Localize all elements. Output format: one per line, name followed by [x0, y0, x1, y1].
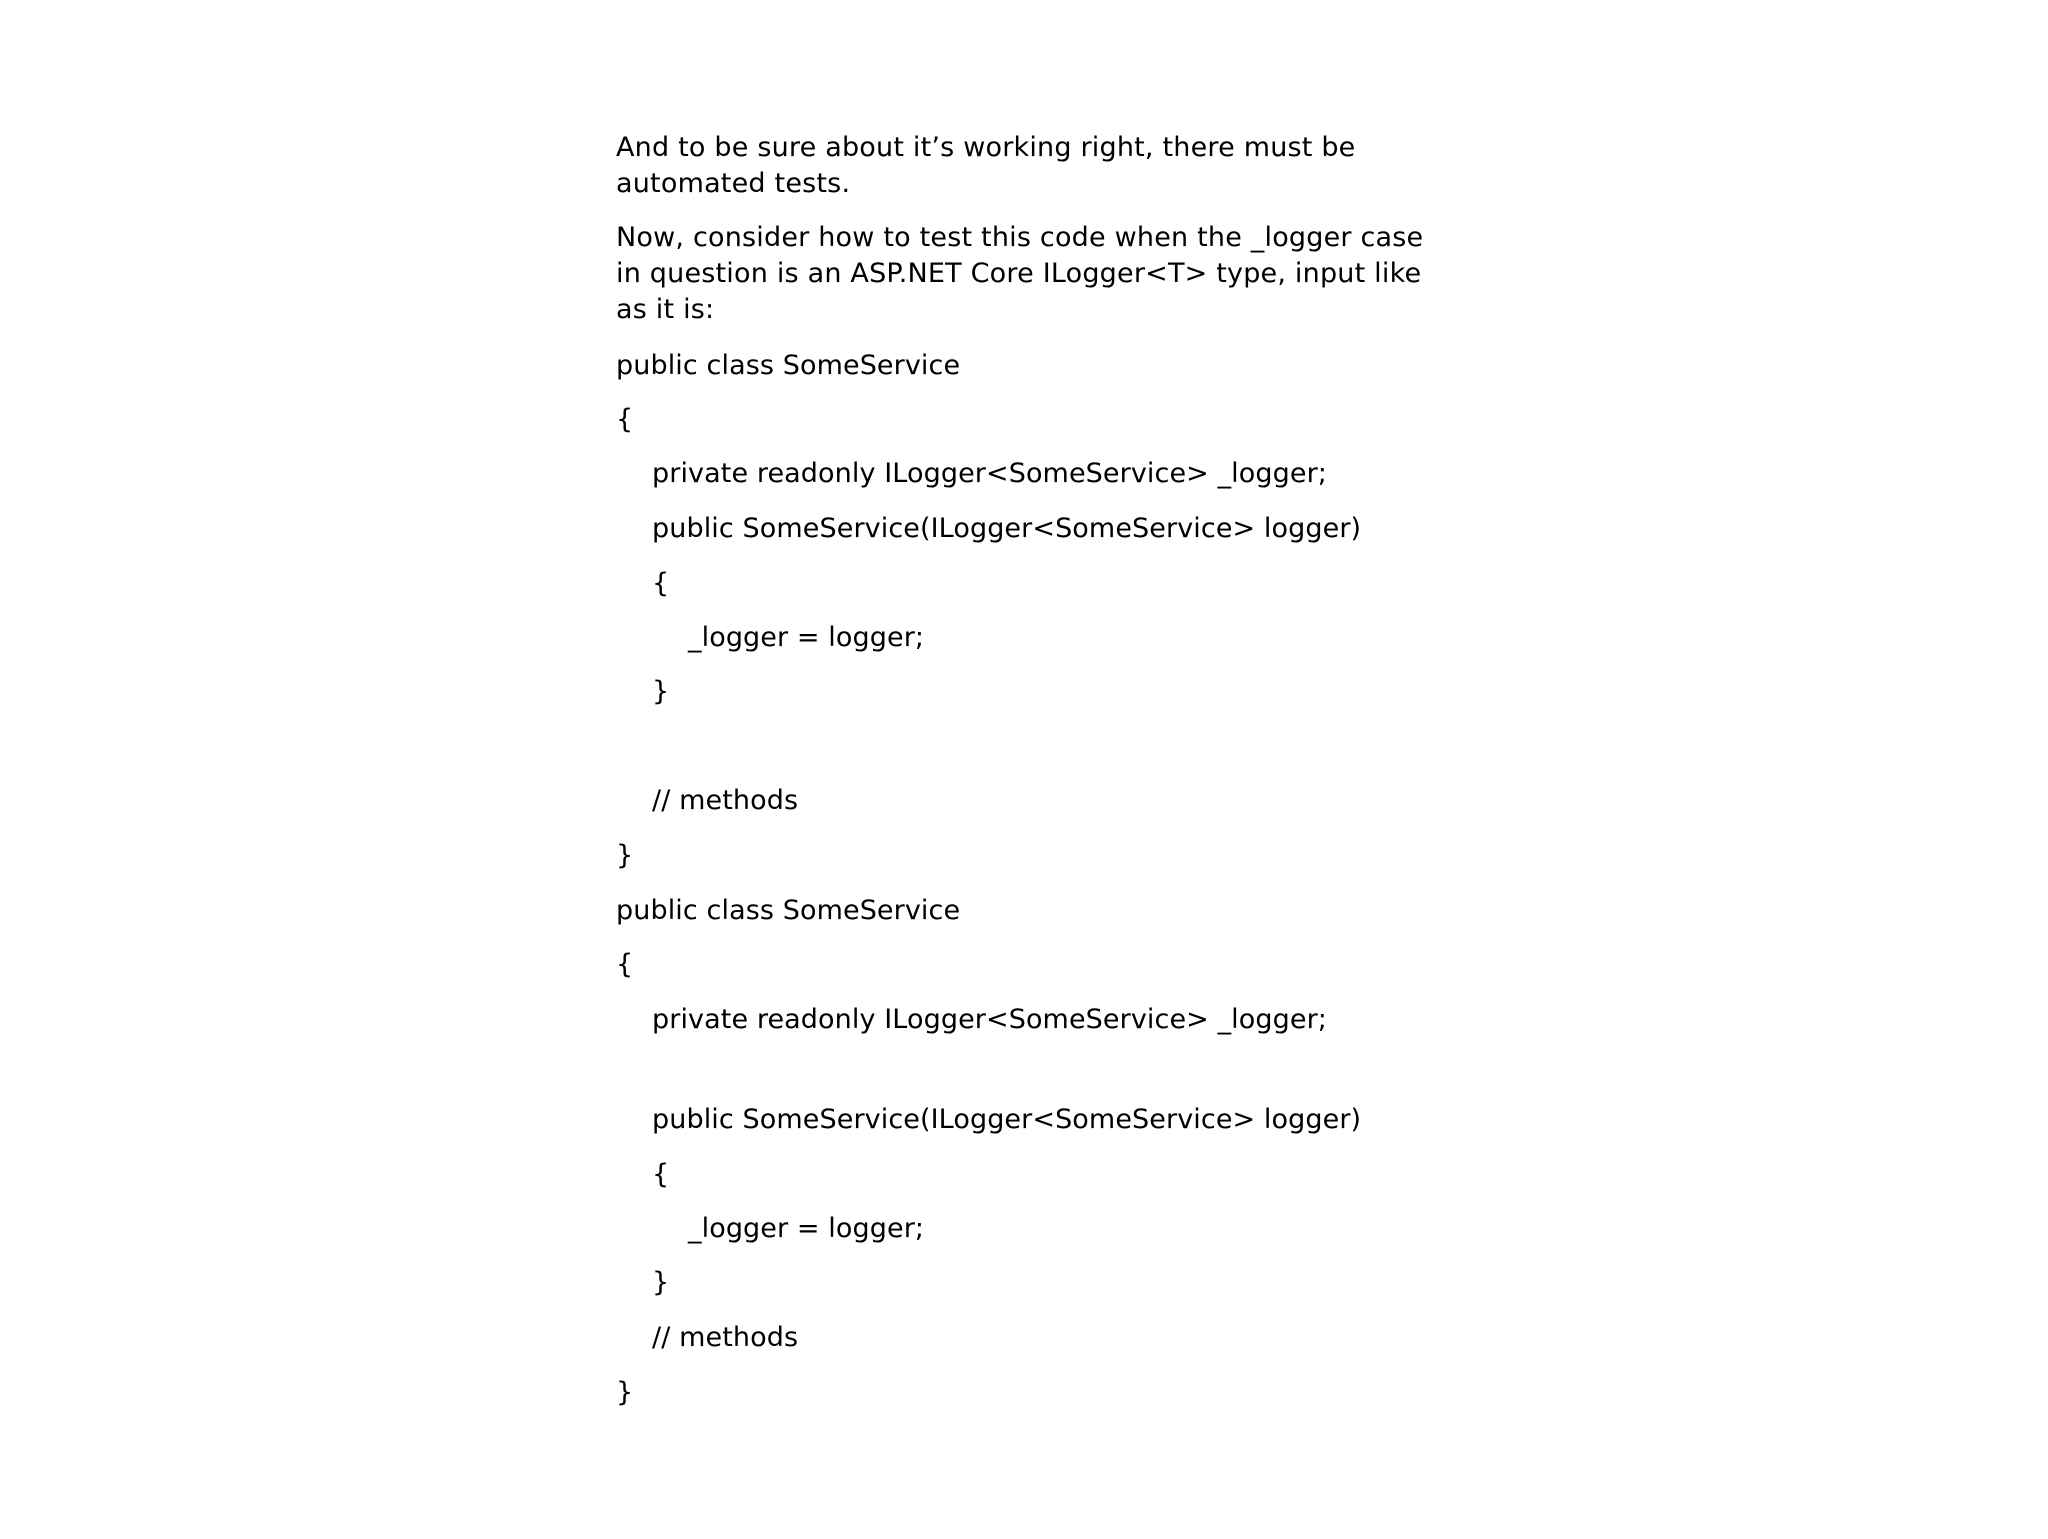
code-line: } — [652, 676, 670, 707]
code-line: private readonly ILogger<SomeService> _logger; — [652, 458, 1327, 489]
code-line: _logger = logger; — [688, 1213, 925, 1244]
code-line: private readonly ILogger<SomeService> _logger; — [652, 1004, 1327, 1035]
code-line: public SomeService(ILogger<SomeService> logger) — [652, 1104, 1362, 1135]
paragraph-2: Now, consider how to test this code when the _logger case in question is an ASP.NET Core ILogger<T> type, input like as it is: — [616, 222, 1424, 325]
code-line: } — [616, 1377, 634, 1408]
code-line: } — [652, 1267, 670, 1298]
intro-text — [616, 130, 1436, 346]
paragraph-1: And to be sure about it’s working right, there must be automated tests. — [616, 132, 1356, 199]
code-line: { — [652, 1159, 670, 1190]
code-line: _logger = logger; — [688, 622, 925, 653]
code-line: { — [616, 949, 634, 980]
code-line: { — [652, 568, 670, 599]
code-line: } — [616, 840, 634, 871]
code-line: public SomeService(ILogger<SomeService> logger) — [652, 513, 1362, 544]
code-line: public class SomeService — [616, 895, 961, 926]
code-line: // methods — [652, 1322, 799, 1353]
code-line: public class SomeService — [616, 350, 961, 381]
code-line: { — [616, 404, 634, 435]
code-line: // methods — [652, 785, 799, 816]
